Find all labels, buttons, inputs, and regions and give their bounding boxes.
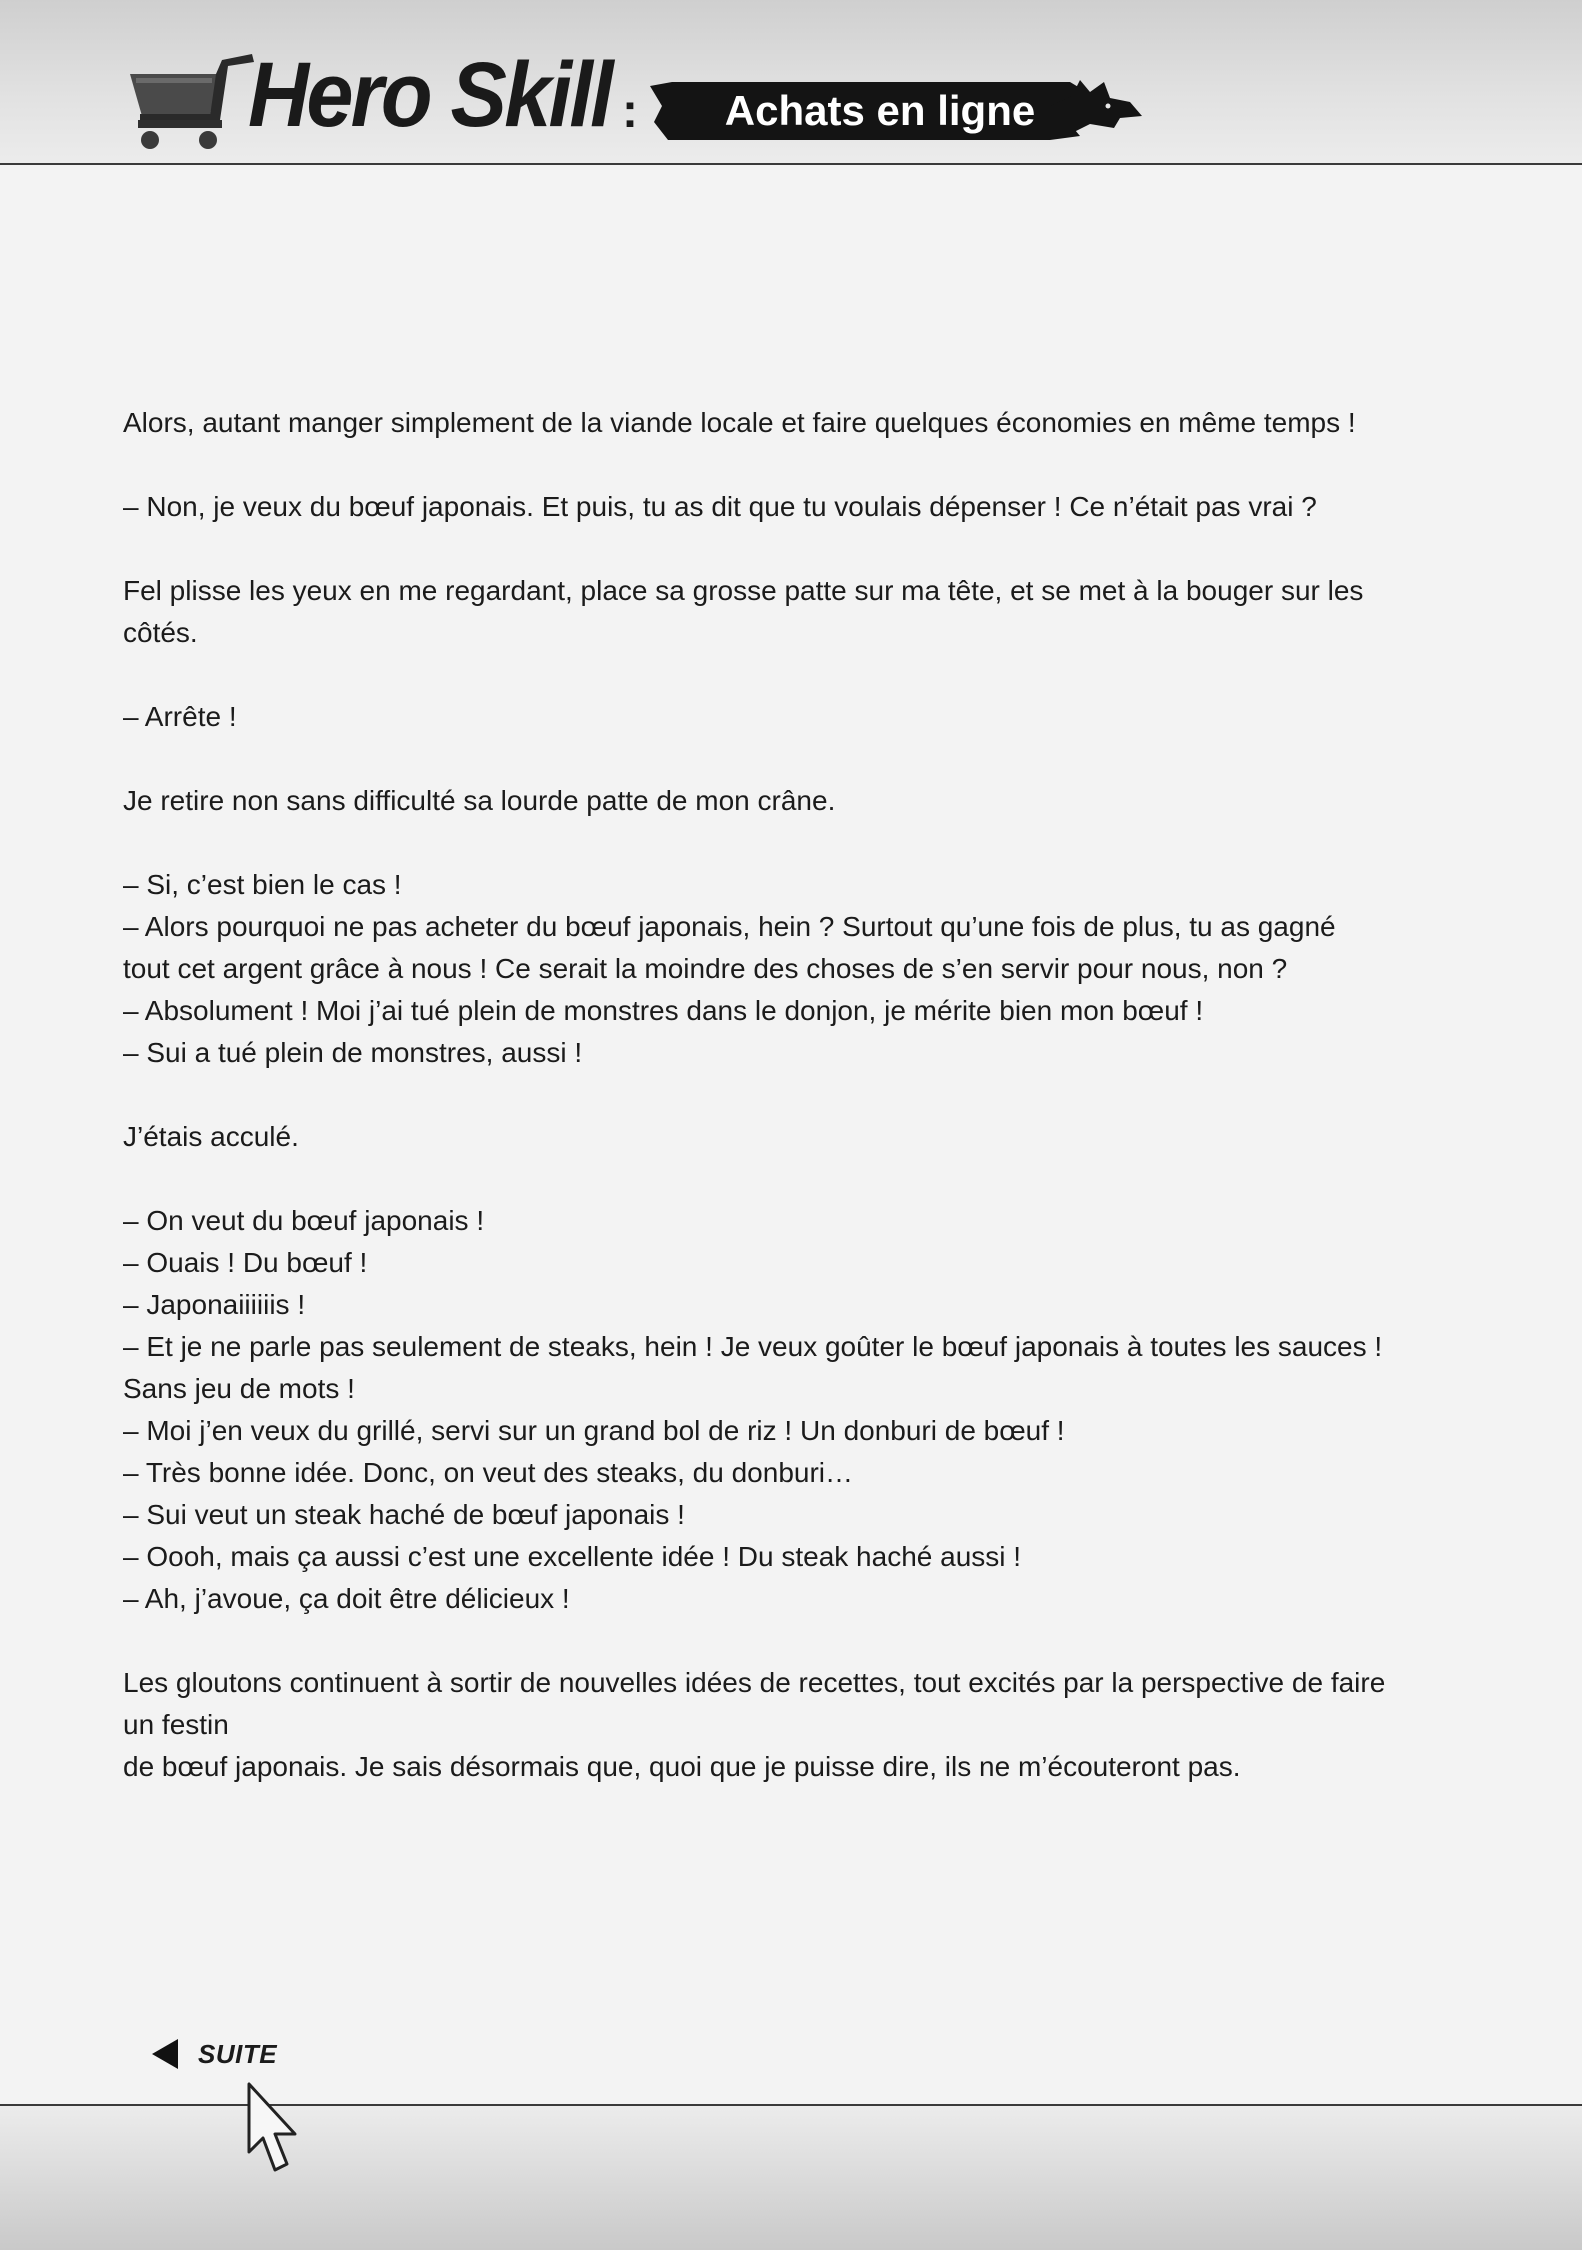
text-line: – Japonaiiiiiis !	[123, 1289, 306, 1320]
paragraph	[123, 780, 1423, 822]
brand-colon: :	[622, 85, 638, 138]
text-line: Alors, autant manger simplement de la viande locale et faire quelques économies en même temps !	[123, 407, 1356, 438]
text-line: – Si, c’est bien le cas !	[123, 869, 402, 900]
text-line: – Et je ne parle pas seulement de steaks, hein ! Je veux goûter le bœuf japonais à toutes les sauces !	[123, 1331, 1383, 1362]
text-line: – Sui veut un steak haché de bœuf japonais !	[123, 1499, 685, 1530]
page-header	[130, 44, 1130, 154]
text-line: – Très bonne idée. Donc, on veut des steaks, du donburi…	[123, 1457, 854, 1488]
text-line: Les gloutons continuent à sortir de nouvelles idées de recettes, tout excités par la perspective de faire un festin	[123, 1667, 1386, 1740]
suite-link[interactable]	[150, 2034, 277, 2074]
shopping-cart-icon	[130, 52, 258, 152]
suite-label: SUITE	[198, 2038, 278, 2069]
paragraph	[123, 696, 1423, 738]
paragraph	[123, 1662, 1423, 1788]
paragraph	[123, 1200, 1423, 1620]
footer-divider	[0, 2104, 1582, 2106]
text-line: – Absolument ! Moi j’ai tué plein de monstres dans le donjon, je mérite bien mon bœuf !	[123, 995, 1204, 1026]
subtitle-banner	[650, 82, 1150, 140]
text-line: Je retire non sans difficulté sa lourde patte de mon crâne.	[123, 785, 836, 816]
text-line: Fel plisse les yeux en me regardant, place sa grosse patte sur ma tête, et se met à la bouger sur les côtés.	[123, 575, 1364, 648]
subtitle-text: Achats en ligne	[724, 87, 1036, 134]
text-line: J’étais acculé.	[123, 1121, 299, 1152]
paragraph	[123, 402, 1423, 444]
text-line: Sans jeu de mots !	[123, 1373, 355, 1404]
paragraph	[123, 864, 1423, 1074]
text-line: – Arrête !	[123, 701, 237, 732]
paragraph	[123, 1116, 1423, 1158]
footer-background	[0, 2105, 1582, 2250]
text-line: – Ah, j’avoue, ça doit être délicieux !	[123, 1583, 570, 1614]
text-line: – Moi j’en veux du grillé, servi sur un grand bol de riz ! Un donburi de bœuf !	[123, 1415, 1065, 1446]
text-line: – Ouais ! Du bœuf !	[123, 1247, 368, 1278]
text-line: – Alors pourquoi ne pas acheter du bœuf japonais, hein ? Surtout qu’une fois de plus, tu as gagné	[123, 911, 1336, 942]
text-line: tout cet argent grâce à nous ! Ce serait la moindre des choses de s’en servir pour nous, non ?	[123, 953, 1288, 984]
triangle-left-icon	[150, 2037, 180, 2071]
text-line: – Sui a tué plein de monstres, aussi !	[123, 1037, 583, 1068]
brand-title: Hero Skill	[248, 44, 611, 146]
text-line: – On veut du bœuf japonais !	[123, 1205, 485, 1236]
story-text	[123, 402, 1423, 1830]
paragraph	[123, 570, 1423, 654]
mouse-pointer-icon	[245, 2082, 301, 2174]
header-divider	[0, 163, 1582, 165]
text-line: – Oooh, mais ça aussi c’est une excellente idée ! Du steak haché aussi !	[123, 1541, 1022, 1572]
wolf-head-icon	[1050, 76, 1142, 132]
paragraph	[123, 486, 1423, 528]
text-line: de bœuf japonais. Je sais désormais que, quoi que je puisse dire, ils ne m’écouteront pas.	[123, 1751, 1241, 1782]
text-line: – Non, je veux du bœuf japonais. Et puis, tu as dit que tu voulais dépenser ! Ce n’était pas vrai ?	[123, 491, 1317, 522]
